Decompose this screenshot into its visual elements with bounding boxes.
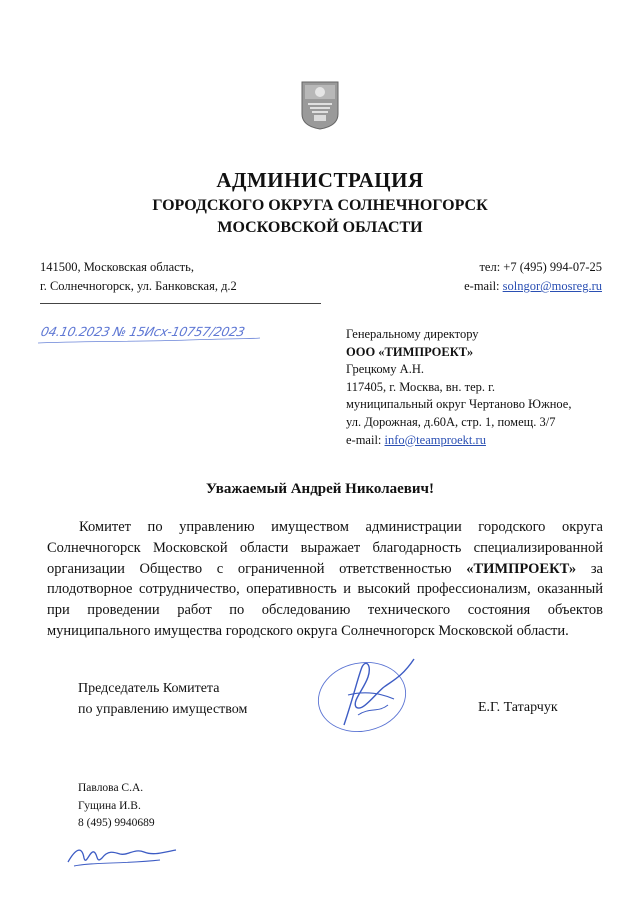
sender-contacts: [464, 258, 602, 296]
recipient-email-row: [346, 432, 571, 450]
recipient-email-label: e-mail:: [346, 432, 385, 447]
recipient-name: Грецкому А.Н.: [346, 362, 424, 377]
org-region: МОСКОВСКОЙ ОБЛАСТИ: [217, 219, 423, 236]
recipient-email-link[interactable]: info@teamproekt.ru: [384, 432, 486, 447]
recipient-company: ООО «ТИМПРОЕКТ»: [346, 344, 474, 359]
recipient-block: [346, 326, 571, 449]
org-subtitle: ГОРОДСКОГО ОКРУГА СОЛНЕЧНОГОРСК: [152, 197, 488, 214]
sender-email-link[interactable]: solngor@mosreg.ru: [502, 279, 602, 293]
sender-email-label: e-mail:: [464, 279, 503, 293]
recipient-address-line3: ул. Дорожная, д.60А, стр. 1, помещ. 3/7: [346, 414, 556, 429]
signatory-title: [78, 679, 247, 720]
executors-block: [78, 780, 155, 833]
signatory-name: Е.Г. Татарчук: [478, 700, 558, 715]
registration-number-handwritten: [38, 318, 260, 346]
sender-address: [40, 258, 237, 296]
greeting: Уважаемый Андрей Николаевич!: [205, 481, 435, 497]
executor-2: Гущина И.В.: [78, 799, 141, 812]
sender-phone: тел: +7 (495) 994-07-25: [479, 260, 602, 274]
letter-body-part2: за плодотворное сотрудничество, оперативность и высокий профессионализм, оказанный при проведении работ по обследованию технического состояния объектов муниципального имущества городского округа Солнечногорск Московской области.: [47, 560, 603, 639]
coat-of-arms-icon: [300, 80, 340, 130]
letter-body: [47, 517, 603, 642]
recipient-address-line2: муниципальный округ Чертаново Южное,: [346, 397, 572, 412]
header-divider: [40, 303, 321, 304]
sender-address-line2: г. Солнечногорск, ул. Банковская, д.2: [40, 279, 237, 293]
recipient-position: Генеральному директору: [346, 327, 479, 341]
recipient-address-line1: 117405, г. Москва, вн. тер. г.: [346, 379, 495, 394]
signatory-title-line2: по управлению имуществом: [78, 701, 248, 717]
executor-signature: [64, 840, 180, 870]
registration-number-text: 04.10.2023 № 15Исх-10757/2023: [39, 324, 247, 339]
handwritten-signature: [314, 655, 422, 737]
sender-email-row: [464, 277, 602, 296]
signatory-title-line1: Председатель Комитета: [78, 681, 220, 696]
sender-address-line1: 141500, Московская область,: [40, 260, 194, 274]
executor-phone: 8 (495) 9940689: [78, 817, 155, 830]
executor-1: Павлова С.А.: [78, 782, 144, 794]
letter-body-company: «ТИМПРОЕКТ»: [466, 560, 577, 577]
org-title: АДМИНИСТРАЦИЯ: [216, 168, 424, 192]
letter-body-part1: Комитет по управлению имуществом администрации городского округа Солнечногорск Московской области выражает благодарность специализированной организации Общество с ограниченной ответственностью: [47, 519, 603, 577]
